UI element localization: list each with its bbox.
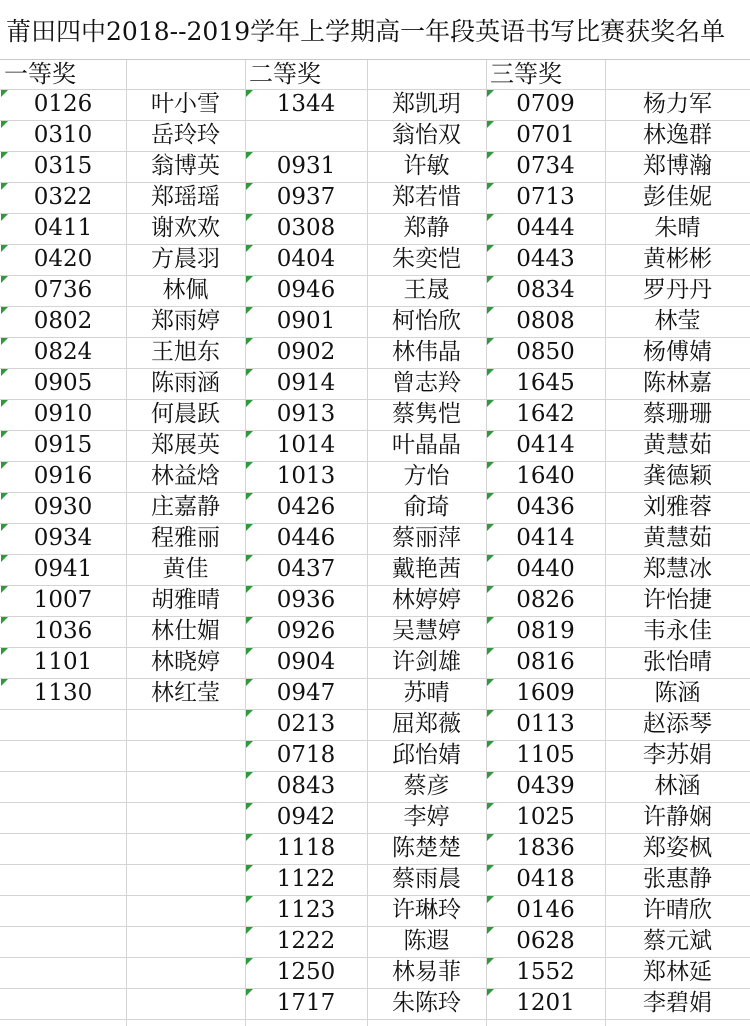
award-tier-header: 三等奖: [490, 60, 562, 88]
student-name-cell: 朱晴: [654, 215, 701, 241]
student-name-cell: 叶晶晶: [392, 432, 461, 458]
student-id-cell: 1118: [276, 835, 336, 861]
student-id-cell: 0808: [516, 308, 575, 334]
student-name-cell: 黄佳: [162, 556, 209, 582]
student-name-cell: 陈林嘉: [643, 370, 712, 396]
student-id-cell: 0931: [276, 153, 336, 179]
student-name-cell: 赵添琴: [643, 711, 712, 737]
student-id-cell: 0126: [33, 91, 93, 117]
student-name-cell: 陈遐: [403, 928, 450, 954]
student-name-cell: 林红莹: [151, 680, 220, 706]
student-id-cell: 1552: [516, 959, 575, 985]
student-name-cell: 许晴欣: [643, 897, 712, 923]
student-name-cell: 郑姿枫: [643, 835, 712, 861]
student-name-cell: 蔡雨晨: [392, 866, 461, 892]
student-id-cell: 1036: [33, 618, 93, 644]
student-name-cell: 林易菲: [392, 959, 461, 985]
student-id-cell: 0709: [516, 91, 575, 117]
student-id-cell: 1122: [276, 866, 336, 892]
student-id-cell: 0736: [33, 277, 93, 303]
student-id-cell: 0418: [516, 866, 575, 892]
student-name-cell: 郑展英: [151, 432, 220, 458]
student-name-cell: 陈楚楚: [392, 835, 461, 861]
student-name-cell: 杨傅婧: [643, 339, 712, 365]
student-name-cell: 蔡元斌: [643, 928, 712, 954]
student-id-cell: 0941: [33, 556, 93, 582]
student-name-cell: 林晓婷: [151, 649, 220, 675]
student-id-cell: 0937: [276, 184, 336, 210]
student-name-cell: 邱怡婧: [392, 742, 461, 768]
student-id-cell: 0947: [276, 680, 336, 706]
student-id-cell: 0910: [33, 401, 93, 427]
student-id-cell: 0816: [516, 649, 575, 675]
student-name-cell: 蔡隽恺: [392, 401, 461, 427]
student-id-cell: 0902: [276, 339, 336, 365]
student-name-cell: 许剑雄: [392, 649, 461, 675]
student-id-cell: 1645: [516, 370, 575, 396]
student-name-cell: 罗丹丹: [643, 277, 712, 303]
student-id-cell: 0946: [276, 277, 336, 303]
student-id-cell: 0310: [33, 122, 93, 148]
student-id-cell: 0926: [276, 618, 336, 644]
student-name-cell: 许怡捷: [643, 587, 712, 613]
award-tier-header: 一等奖: [4, 60, 76, 88]
student-id-cell: 0834: [516, 277, 575, 303]
student-name-cell: 林益焓: [151, 463, 220, 489]
student-name-cell: 苏晴: [403, 680, 450, 706]
student-name-cell: 许琳玲: [392, 897, 461, 923]
student-id-cell: 0905: [33, 370, 93, 396]
award-list-grid: [0, 60, 750, 1026]
student-name-cell: 朱陈玲: [392, 990, 461, 1016]
student-id-cell: 0913: [276, 401, 336, 427]
student-name-cell: 林莹: [654, 308, 701, 334]
student-name-cell: 许静娴: [643, 804, 712, 830]
student-name-cell: 蔡珊珊: [643, 401, 712, 427]
student-id-cell: 1250: [276, 959, 336, 985]
student-name-cell: 岳玲玲: [151, 122, 220, 148]
student-name-cell: 方晨羽: [151, 246, 220, 272]
student-name-cell: 黄慧茹: [643, 525, 712, 551]
student-id-cell: 0440: [516, 556, 575, 582]
student-name-cell: 郑博瀚: [643, 153, 712, 179]
student-name-cell: 柯怡欣: [392, 308, 461, 334]
student-name-cell: 刘雅蓉: [643, 494, 712, 520]
student-id-cell: 0843: [276, 773, 336, 799]
student-name-cell: 李婷: [403, 804, 450, 830]
student-name-cell: 郑慧冰: [643, 556, 712, 582]
student-id-cell: 1014: [276, 432, 336, 458]
student-id-cell: 1222: [276, 928, 336, 954]
student-id-cell: 0850: [516, 339, 575, 365]
student-id-cell: 0628: [516, 928, 575, 954]
student-id-cell: 0701: [516, 122, 575, 148]
student-id-cell: 0426: [276, 494, 336, 520]
student-name-cell: 李碧娟: [643, 990, 712, 1016]
student-name-cell: 蔡彦: [403, 773, 450, 799]
student-id-cell: 1609: [516, 680, 575, 706]
student-name-cell: 林伟晶: [392, 339, 461, 365]
student-id-cell: 0444: [516, 215, 575, 241]
student-name-cell: 曾志羚: [392, 370, 461, 396]
student-name-cell: 吴慧婷: [392, 618, 461, 644]
student-id-cell: 0901: [276, 308, 336, 334]
student-name-cell: 朱奕恺: [392, 246, 461, 272]
student-name-cell: 俞琦: [403, 494, 450, 520]
student-id-cell: 1105: [516, 742, 575, 768]
student-name-cell: 彭佳妮: [643, 184, 712, 210]
student-name-cell: 屈郑薇: [392, 711, 461, 737]
student-id-cell: 1642: [516, 401, 575, 427]
gridline-horizontal: [0, 1019, 750, 1020]
student-name-cell: 郑瑶瑶: [151, 184, 220, 210]
student-name-cell: 胡雅晴: [151, 587, 220, 613]
student-id-cell: 0315: [33, 153, 93, 179]
student-name-cell: 韦永佳: [643, 618, 712, 644]
student-id-cell: 1025: [516, 804, 575, 830]
student-id-cell: 0437: [276, 556, 336, 582]
student-name-cell: 方怡: [403, 463, 450, 489]
student-name-cell: 戴艳茜: [392, 556, 461, 582]
student-name-cell: 王旭东: [151, 339, 220, 365]
student-name-cell: 郑雨婷: [151, 308, 220, 334]
student-id-cell: 0414: [516, 525, 575, 551]
student-name-cell: 翁怡双: [392, 122, 461, 148]
student-name-cell: 张惠静: [643, 866, 712, 892]
student-id-cell: 1836: [516, 835, 575, 861]
student-id-cell: 0718: [276, 742, 336, 768]
student-id-cell: 0308: [276, 215, 336, 241]
student-id-cell: 0826: [516, 587, 575, 613]
student-id-cell: [245, 120, 367, 151]
student-name-cell: 林涵: [654, 773, 701, 799]
student-name-cell: 许敏: [403, 153, 450, 179]
student-id-cell: 0819: [516, 618, 575, 644]
student-id-cell: 0916: [33, 463, 93, 489]
student-id-cell: 0734: [516, 153, 575, 179]
student-id-cell: 0942: [276, 804, 336, 830]
student-name-cell: 龚德颖: [643, 463, 712, 489]
student-name-cell: 王晟: [403, 277, 450, 303]
student-id-cell: 1130: [33, 680, 93, 706]
student-id-cell: 0446: [276, 525, 336, 551]
student-name-cell: 庄嘉静: [151, 494, 220, 520]
student-id-cell: 0113: [516, 711, 575, 737]
student-name-cell: 翁博英: [151, 153, 220, 179]
student-id-cell: 0802: [33, 308, 93, 334]
student-name-cell: 郑凯玥: [392, 91, 461, 117]
student-id-cell: 0914: [276, 370, 336, 396]
student-id-cell: 1201: [516, 990, 575, 1016]
student-id-cell: 1123: [276, 897, 336, 923]
sheet-title: 莆田四中2018--2019学年上学期高一年段英语书写比赛获奖名单: [0, 0, 750, 60]
student-id-cell: 0713: [516, 184, 575, 210]
student-id-cell: 1717: [276, 990, 336, 1016]
student-name-cell: 郑若惜: [392, 184, 461, 210]
student-name-cell: 林仕媚: [151, 618, 220, 644]
student-id-cell: 0322: [33, 184, 93, 210]
award-tier-header: 二等奖: [249, 60, 321, 88]
student-name-cell: 郑林延: [643, 959, 712, 985]
student-id-cell: 1007: [33, 587, 93, 613]
student-name-cell: 郑静: [403, 215, 450, 241]
student-id-cell: 0443: [516, 246, 575, 272]
student-name-cell: 张怡晴: [643, 649, 712, 675]
student-name-cell: 杨力军: [643, 91, 712, 117]
student-id-cell: 0213: [276, 711, 336, 737]
student-name-cell: 程雅丽: [151, 525, 220, 551]
student-name-cell: 何晨跃: [151, 401, 220, 427]
student-id-cell: 1013: [276, 463, 336, 489]
student-id-cell: 0824: [33, 339, 93, 365]
student-id-cell: 0439: [516, 773, 575, 799]
student-id-cell: 0436: [516, 494, 575, 520]
student-id-cell: 0934: [33, 525, 93, 551]
student-id-cell: 0411: [33, 215, 93, 241]
student-name-cell: 蔡丽萍: [392, 525, 461, 551]
student-id-cell: 0404: [276, 246, 336, 272]
student-id-cell: 0915: [33, 432, 93, 458]
student-id-cell: 0146: [516, 897, 575, 923]
student-name-cell: 林婷婷: [392, 587, 461, 613]
student-name-cell: 黄慧茹: [643, 432, 712, 458]
student-name-cell: 陈涵: [654, 680, 701, 706]
student-id-cell: 0936: [276, 587, 336, 613]
student-id-cell: 0420: [33, 246, 93, 272]
student-id-cell: 1344: [276, 91, 336, 117]
student-id-cell: 0930: [33, 494, 93, 520]
student-name-cell: 林佩: [162, 277, 209, 303]
student-name-cell: 谢欢欢: [151, 215, 220, 241]
student-id-cell: 1101: [33, 649, 93, 675]
student-id-cell: 0414: [516, 432, 575, 458]
student-name-cell: 叶小雪: [151, 91, 220, 117]
student-name-cell: 黄彬彬: [643, 246, 712, 272]
student-id-cell: 1640: [516, 463, 575, 489]
student-name-cell: 李苏娟: [643, 742, 712, 768]
student-id-cell: 0904: [276, 649, 336, 675]
student-name-cell: 陈雨涵: [151, 370, 220, 396]
student-name-cell: 林逸群: [643, 122, 712, 148]
